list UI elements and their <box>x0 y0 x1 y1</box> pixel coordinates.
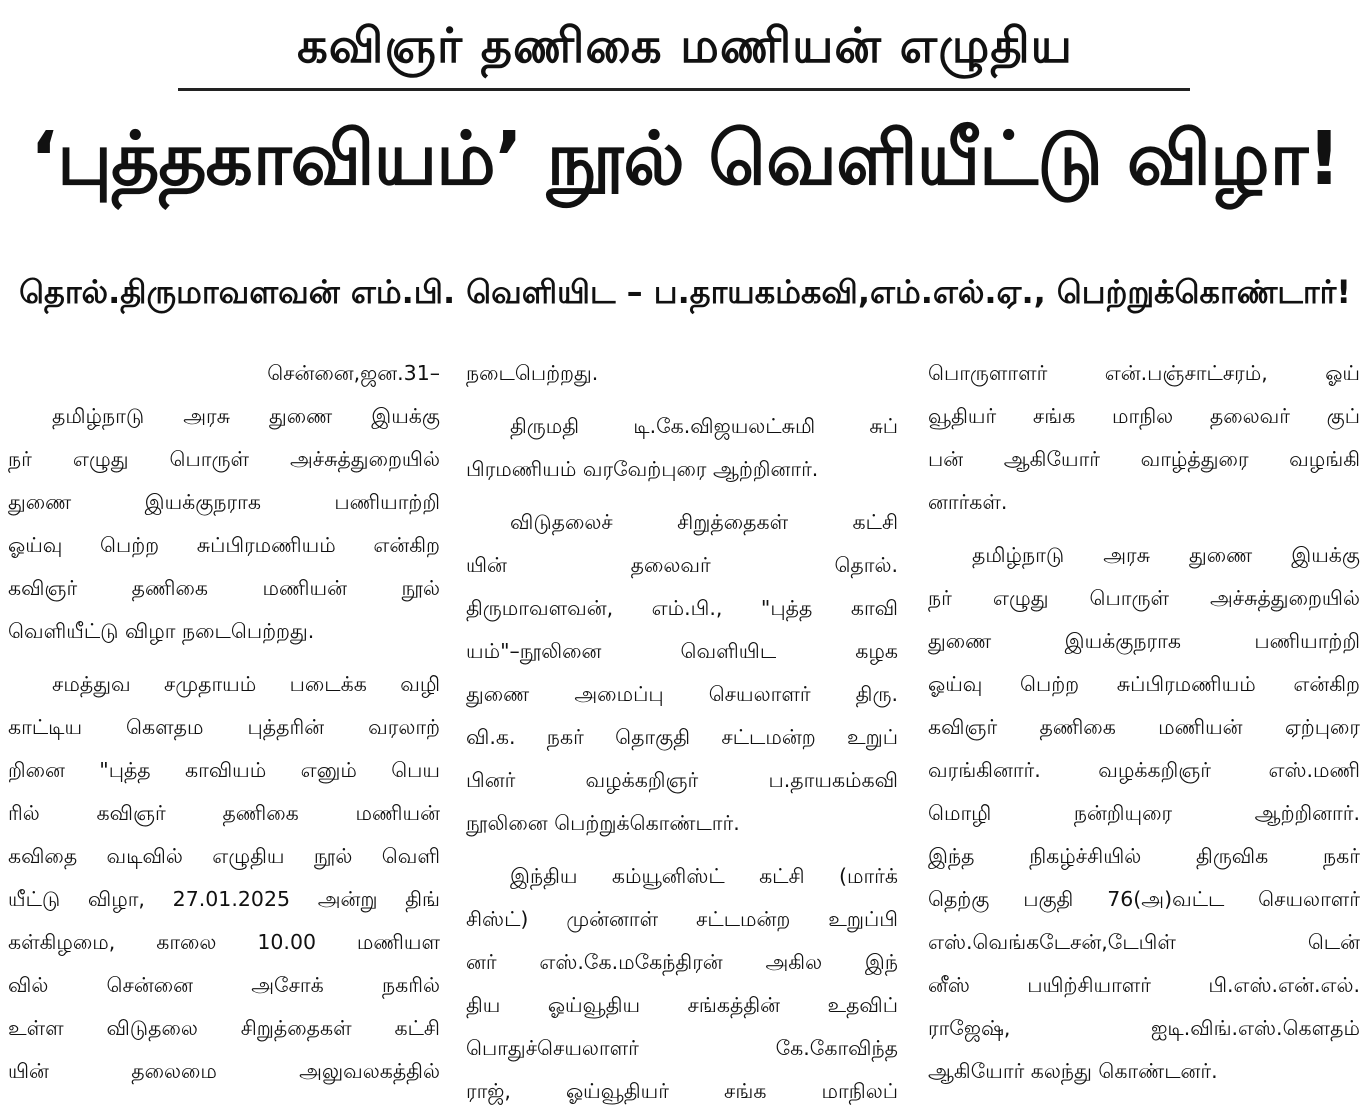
body-line: இந்த நிகழ்ச்சியில் திருவிக நகர் <box>928 844 1360 868</box>
body-line: பினர் வழக்கறிஞர் ப.தாயகம்கவி <box>466 768 898 792</box>
body-line: நர் எழுது பொருள் அச்சுத்துறையில் <box>8 447 440 471</box>
article-column-3 <box>928 352 1360 1083</box>
body-line: யின் தலைவர் தொல். <box>466 553 898 577</box>
body-line: இந்திய கம்யூனிஸ்ட் கட்சி (மார்க் <box>510 864 898 888</box>
body-line: வெளியீட்டு விழா நடைபெற்றது. <box>8 619 315 643</box>
body-line: பன் ஆகியோர் வாழ்த்துரை வழங்கி <box>928 447 1360 471</box>
body-line: றினை "புத்த காவியம் எனும் பெய <box>8 758 440 782</box>
body-line: காட்டிய கௌதம புத்தரின் வரலாற் <box>8 715 440 739</box>
body-line: யம்"–நூலினை வெளியிட கழக <box>466 639 898 663</box>
body-line: பிரமணியம் வரவேற்புரை ஆற்றினார். <box>466 457 819 481</box>
body-line: பொருளாளர் என்.பஞ்சாட்சரம், ஓய் <box>928 361 1360 385</box>
body-line: கள்கிழமை, காலை 10.00 மணியள <box>8 930 440 954</box>
body-line: வரங்கினார். வழக்கறிஞர் எஸ்.மணி <box>928 758 1360 782</box>
body-line: கவிஞர் தணிகை மணியன் நூல் <box>8 576 440 600</box>
body-line: எஸ்.வெங்கடேசன்,டேபிள் டென் <box>928 930 1360 954</box>
kicker-underline <box>178 88 1190 91</box>
article-column-2 <box>466 352 898 1103</box>
body-line: திய ஓய்வூதிய சங்கத்தின் உதவிப் <box>466 993 898 1017</box>
body-line: னார்கள். <box>928 490 1008 514</box>
body-line: சமத்துவ சமுதாயம் படைக்க வழி <box>52 672 440 696</box>
body-line: பொதுச்செயலாளர் கே.கோவிந்த <box>466 1036 898 1060</box>
headline: ‘புத்தகாவியம்’ நூல் வெளியீட்டு விழா! <box>29 116 1341 202</box>
body-line: வில் சென்னை அசோக் நகரில் <box>8 973 440 997</box>
body-line: துணை இயக்குநராக பணியாற்றி <box>928 629 1360 653</box>
body-line: சிஸ்ட்) முன்னாள் சட்டமன்ற உறுப்பி <box>466 907 898 931</box>
body-line: வி.க. நகர் தொகுதி சட்டமன்ற உறுப் <box>466 725 898 749</box>
article-column-1 <box>8 352 440 1083</box>
body-line: விடுதலைச் சிறுத்தைகள் கட்சி <box>510 510 898 534</box>
body-line: நர் எழுது பொருள் அச்சுத்துறையில் <box>928 586 1360 610</box>
body-line: திருமதி டி.கே.விஜயலட்சுமி சுப் <box>510 414 898 438</box>
kicker-line: கவிஞர் தணிகை மணியன் எழுதிய <box>297 18 1073 74</box>
body-line: கவிஞர் தணிகை மணியன் ஏற்புரை <box>928 715 1360 739</box>
body-line: உள்ள விடுதலை சிறுத்தைகள் கட்சி <box>8 1016 440 1040</box>
body-line: ஓய்வு பெற்ற சுப்பிரமணியம் என்கிற <box>928 672 1360 696</box>
body-line: னீஸ் பயிற்சியாளர் பி.எஸ்.என்.எல். <box>928 973 1360 997</box>
dateline: சென்னை,ஜன.31– <box>267 361 440 385</box>
body-line: மொழி நன்றியுரை ஆற்றினார். <box>928 801 1360 825</box>
body-line: ரில் கவிஞர் தணிகை மணியன் <box>8 801 440 825</box>
body-line: ஓய்வு பெற்ற சுப்பிரமணியம் என்கிற <box>8 533 440 557</box>
body-line: வூதியர் சங்க மாநில தலைவர் குப் <box>928 404 1360 428</box>
body-line: யின் தலைமை அலுவலகத்தில் <box>8 1059 440 1083</box>
body-line: துணை அமைப்பு செயலாளர் திரு. <box>466 682 898 706</box>
body-line: தமிழ்நாடு அரசு துணை இயக்கு <box>972 543 1360 567</box>
body-line: திருமாவளவன், எம்.பி., "புத்த காவி <box>466 596 898 620</box>
body-line: நடைபெற்றது. <box>466 361 599 385</box>
body-line: தமிழ்நாடு அரசு துணை இயக்கு <box>52 404 440 428</box>
body-line: ஆகியோர் கலந்து கொண்டனர். <box>928 1059 1218 1083</box>
body-line: கவிதை வடிவில் எழுதிய நூல் வெளி <box>8 844 440 868</box>
body-line: யீட்டு விழா, 27.01.2025 அன்று திங் <box>8 887 440 911</box>
subheadline: தொல்.திருமாவளவன் எம்.பி. வெளியிட – ப.தாயகம்கவி,எம்.எல்.ஏ., பெற்றுக்கொண்டார்! <box>19 273 1351 311</box>
body-line: துணை இயக்குநராக பணியாற்றி <box>8 490 440 514</box>
body-line: னர் எஸ்.கே.மகேந்திரன் அகில இந் <box>466 950 898 974</box>
body-line: நூலினை பெற்றுக்கொண்டார். <box>466 811 740 835</box>
body-line: ராஜ், ஓய்வூதியர் சங்க மாநிலப் <box>466 1079 898 1103</box>
body-line: ராஜேஷ், ஐடி.விங்.எஸ்.கௌதம் <box>928 1016 1360 1040</box>
body-line: தெற்கு பகுதி 76(அ)வட்ட செயலாளர் <box>928 887 1360 911</box>
